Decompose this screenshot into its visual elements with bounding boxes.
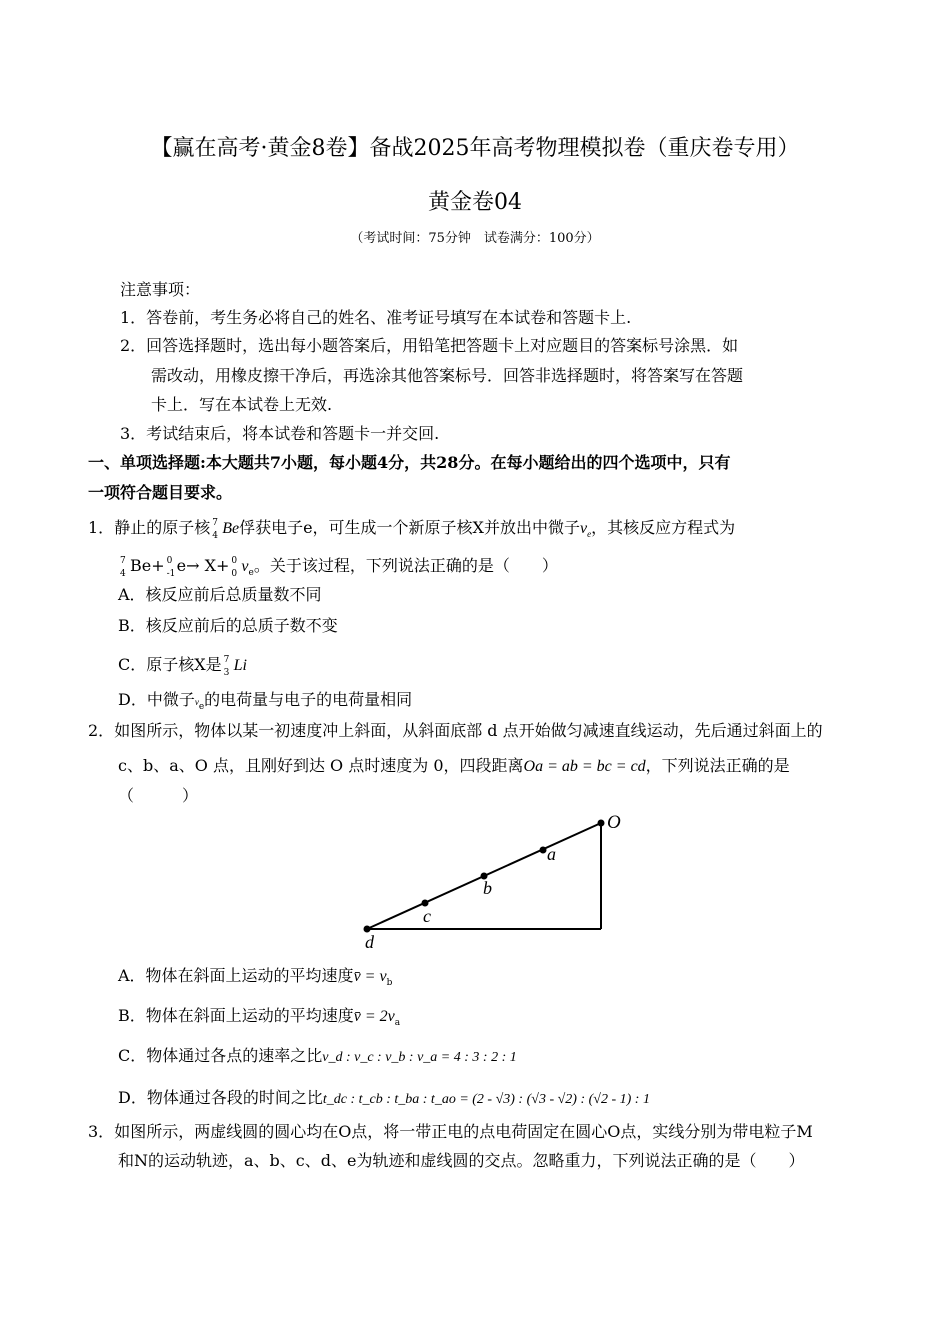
q2-option-d: D．物体通过各段的时间之比t_dc : t_cb : t_ba : t_ao = (2 - √3) : (√3 - √2) : (√2 - 1) : 1 [118, 1088, 650, 1107]
notice-item-2-cont: 需改动，用橡皮擦干净后，再选涂其他答案标号．回答非选择题时，将答案写在答题 [151, 366, 744, 385]
question-1-line1: 1．静止的原子核 7 4 Be俘获电子e，可生成一个新原子核X并放出中微子$\nu_e$，其核反应方程式为 [88, 518, 736, 541]
notice-item-3: 3．考试结束后，将本试卷和答题卡一并交回. [120, 424, 440, 443]
q1-option-c: C．原子核X是 7 3 Li [118, 655, 247, 678]
point-a [540, 847, 547, 854]
q2-option-a: A．物体在斜面上运动的平均速度v̄ = $v_b$ [118, 966, 393, 989]
incline-figure [355, 808, 635, 956]
question-3-line2: 和N的运动轨迹，a、b、c、d、e为轨迹和虚线圆的交点。忽略重力，下列说法正确的是（ ） [118, 1151, 805, 1170]
paper-subtitle: 黄金卷04 [428, 190, 522, 215]
question-2-line3: （ ） [118, 786, 199, 805]
q1-option-a: A．核反应前后总质量数不同 [118, 585, 322, 604]
q2-option-c: C．物体通过各点的速率之比v_d : v_c : v_b : v_a = 4 : 3 : 2 : 1 [118, 1046, 517, 1065]
q1-option-d: D．中微子$\nu_e$的电荷量与电子的电荷量相同 [118, 690, 413, 713]
label-o: O [607, 812, 621, 833]
notice-heading: 注意事项： [120, 280, 201, 299]
question-3-line1: 3．如图所示，两虚线圆的圆心均在O点，将一带正电的点电荷固定在圆心O点，实线分别为带电粒子M [88, 1122, 813, 1141]
question-1-equation-line: 7 4 Be+ 0 -1 e→ X+ 0 0 $\nu_e$。关于该过程，下列说法正确的是（ ） [120, 556, 558, 579]
exam-info: （考试时间：75分钟 试卷满分：100分） [350, 231, 600, 246]
question-number: 1． [88, 518, 115, 537]
section-heading-line1: 一、单项选择题:本大题共7小题，每小题4分，共28分。在每小题给出的四个选项中，只有 [88, 453, 731, 472]
question-2-line1: 2．如图所示，物体以某一初速度冲上斜面，从斜面底部 d 点开始做匀减速直线运动，先后通过斜面上的 [88, 721, 823, 740]
q1-option-b: B．核反应前后的总质子数不变 [118, 616, 338, 635]
notice-item-2: 2．回答选择题时，选出每小题答案后，用铅笔把答题卡上对应题目的答案标号涂黑．如 [120, 336, 739, 355]
label-c: c [423, 906, 431, 926]
paper-title: 【赢在高考·黄金8卷】备战2025年高考物理模拟卷（重庆卷专用） [150, 136, 800, 161]
label-d: d [365, 932, 374, 952]
point-o [598, 820, 605, 827]
q2-option-b: B．物体在斜面上运动的平均速度v̄ = $2v_a$ [118, 1006, 401, 1029]
label-a: a [547, 844, 556, 864]
section-heading-line2: 一项符合题目要求。 [88, 483, 233, 502]
isotope-be: 7 4 [212, 518, 218, 541]
question-2-line2: c、b、a、O 点，且刚好到达 O 点时速度为 0，四段距离Oa = ab = bc = cd，下列说法正确的是 [118, 756, 790, 775]
neutrino-symbol: $\nu_e$ [579, 520, 592, 540]
notice-item-1: 1．答卷前，考生务必将自己的姓名、准考证号填写在本试卷和答题卡上. [120, 308, 632, 327]
notice-item-2-cont2: 卡上．写在本试卷上无效. [151, 395, 333, 414]
label-b: b [483, 878, 492, 898]
